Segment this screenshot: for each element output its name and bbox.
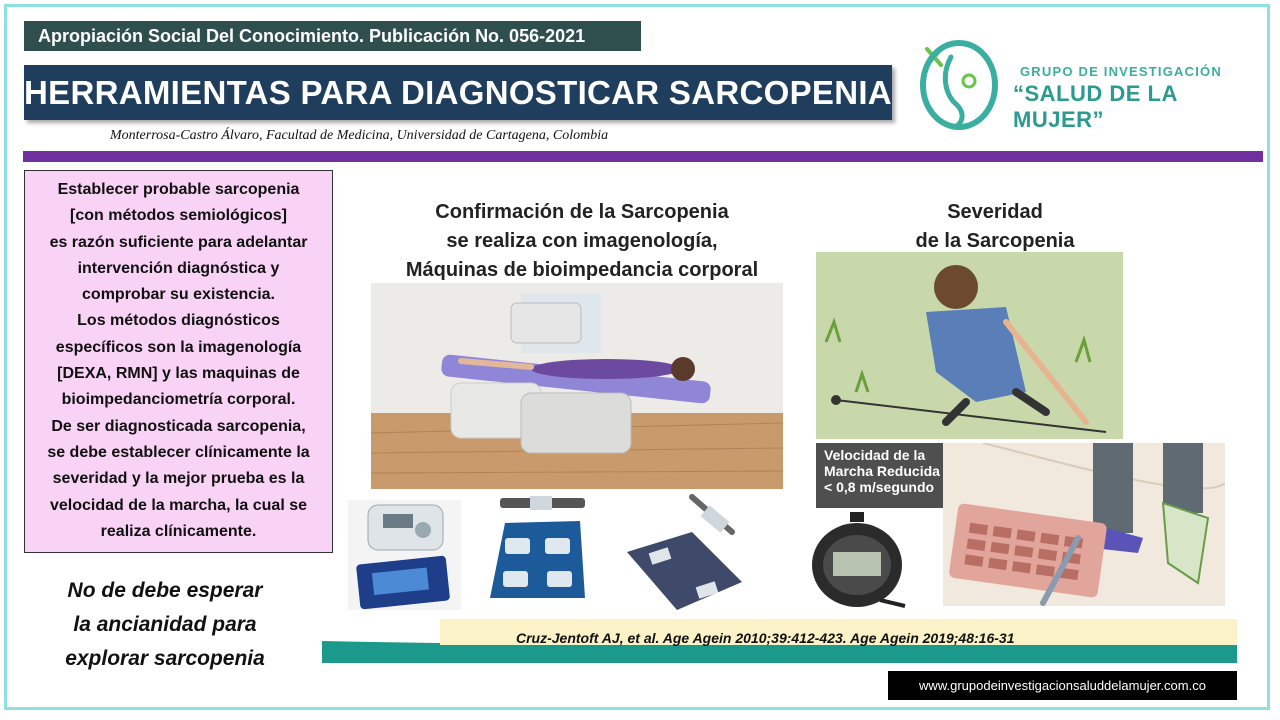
- calculator-feet-image: [943, 443, 1225, 606]
- website-link[interactable]: www.grupodeinvestigacionsaluddelamujer.com.co: [888, 671, 1237, 700]
- note-line: la ancianidad para: [73, 613, 257, 636]
- speed-line: Velocidad de la: [824, 447, 926, 463]
- info-panel: [24, 170, 333, 553]
- logo-line-1: GRUPO DE INVESTIGACIÓN: [1020, 64, 1222, 79]
- info-line: Establecer probable sarcopenia: [57, 181, 300, 198]
- bioimpedance-monitor-image: [348, 500, 461, 610]
- confirmation-line: Confirmación de la Sarcopenia: [435, 201, 729, 223]
- confirmation-heading: [372, 198, 792, 285]
- logo-line-2: “SALUD DE LA MUJER”: [1013, 81, 1178, 132]
- page-title: HERRAMIENTAS PARA DIAGNOSTICAR SARCOPENIA: [24, 65, 892, 120]
- info-line: es razón suficiente para adelantar: [49, 233, 308, 251]
- info-line: Los métodos diagnósticos: [77, 312, 280, 330]
- info-line: De ser diagnosticada sarcopenia,: [51, 417, 306, 435]
- body-scale-blue-image: [485, 493, 590, 603]
- note-line: explorar sarcopenia: [65, 647, 265, 670]
- note-line: No de debe esperar: [67, 579, 263, 602]
- note-text: [30, 574, 300, 676]
- woman-silhouette-icon: [905, 35, 1005, 135]
- dexa-scanner-image: [371, 283, 783, 489]
- group-logo: [905, 35, 1245, 135]
- info-line: bioimpedanciometría corporal.: [61, 391, 296, 409]
- info-line: intervención diagnóstica y: [77, 259, 280, 277]
- divider-bar: [23, 151, 1263, 162]
- info-line: severidad y la mejor prueba es la: [52, 470, 305, 488]
- info-line: se debe establecer clínicamente la: [47, 443, 310, 461]
- confirmation-line: Máquinas de bioimpedancia corporal: [405, 259, 759, 281]
- severity-line: Severidad: [947, 201, 1043, 223]
- gait-measurement-image: [816, 252, 1123, 439]
- info-line: velocidad de la marcha, la cual se: [49, 496, 307, 514]
- stopwatch-icon: [805, 510, 915, 610]
- speed-line: < 0,8 m/segundo: [824, 479, 935, 495]
- reference-text: Cruz-Jentoft AJ, et al. Age Agein 2010;39:412-423. Age Agein 2019;48:16-31: [516, 630, 1015, 646]
- info-line: [con métodos semiológicos]: [70, 207, 287, 225]
- publication-banner: Apropiación Social Del Conocimiento. Publicación No. 056-2021: [24, 21, 641, 51]
- info-line: específicos son la imagenología: [55, 338, 302, 356]
- body-scale-gray-image: [622, 492, 750, 612]
- severity-line: de la Sarcopenia: [915, 230, 1075, 252]
- severity-heading: [880, 198, 1110, 256]
- info-line: [DEXA, RMN] y las maquinas de: [57, 365, 300, 383]
- info-line: realiza clínicamente.: [100, 522, 257, 540]
- speed-line: Marcha Reducida: [824, 463, 940, 479]
- author-line: Monterrosa-Castro Álvaro, Facultad de Medicina, Universidad de Cartagena, Colombia: [110, 128, 609, 143]
- confirmation-line: se realiza con imagenología,: [446, 230, 718, 252]
- info-line: comprobar su existencia.: [82, 286, 275, 304]
